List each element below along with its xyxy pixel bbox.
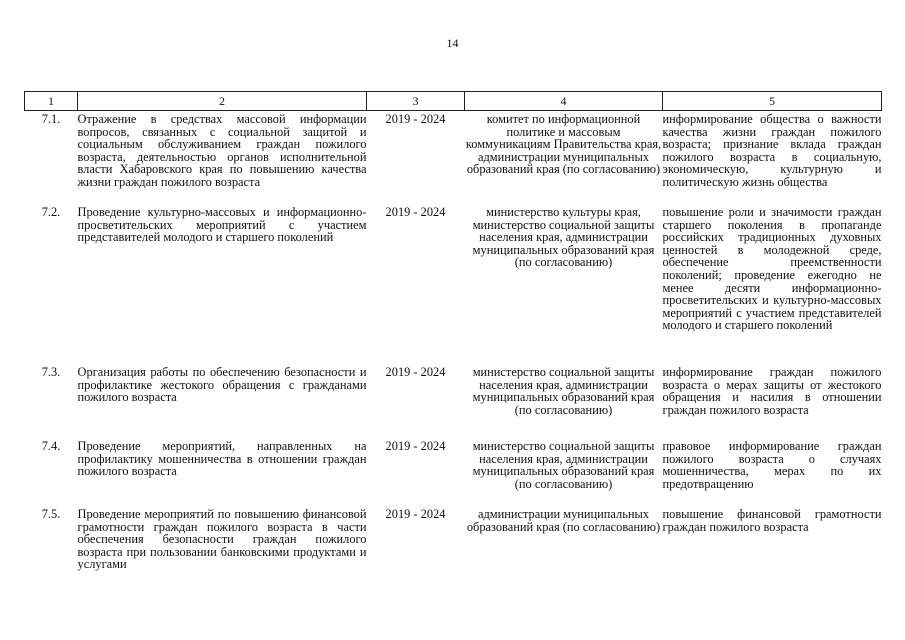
- column-header-number: 1: [25, 92, 78, 111]
- result-cell: информирование общества о важности качества жизни граждан пожилого возраста; признание вклада граждан пожилого возраста в социальную, экономическую, культурную и политическую жизнь общества: [662, 112, 882, 189]
- activity-cell: Проведение мероприятий по повышению финансовой грамотности граждан пожилого возраста в части обеспечения безопасности граждан пожилого возраста при пользовании банковскими продуктами и услугами: [77, 507, 367, 572]
- activity-cell: Проведение мероприятий, направленных на профилактику мошенничества в отношении граждан пожилого возраста: [77, 439, 367, 479]
- result-cell: повышение роли и значимости граждан старшего поколения в пропаганде российских традиционных духовных ценностей в молодежной среде, обеспечение преемственности поколений; проведение ежегодно не менее десяти информационно-просветительских и культурно-массовых мероприятий с участием представителей молодого и старшего поколений: [662, 205, 882, 333]
- activity-cell: Проведение культурно-массовых и информационно-просветительских мероприятий с участием представителей молодого и старшего поколений: [77, 205, 367, 245]
- row-number: 7.3.: [41, 365, 61, 379]
- row-number: 7.1.: [41, 112, 61, 126]
- measures-table: [24, 91, 882, 588]
- executor-cell: администрации муниципальных образований края (по согласованию): [466, 507, 661, 534]
- activity-cell: Организация работы по обеспечению безопасности и профилактике жестокого обращения с гражданами пожилого возраста: [77, 365, 367, 405]
- row-number: 7.5.: [41, 507, 61, 521]
- period-cell: 2019 - 2024: [385, 507, 446, 521]
- result-cell: правовое информирование граждан пожилого возраста о случаях мошенничества, мерах по их предотвращению: [662, 439, 882, 491]
- table-row: [25, 366, 882, 440]
- result-cell: повышение финансовой грамотности граждан пожилого возраста: [662, 507, 882, 534]
- column-header-period: 3: [367, 92, 465, 111]
- column-header-executor: 4: [465, 92, 663, 111]
- executor-cell: министерство социальной защиты населения края, администрации муниципальных образований края (по согласованию): [472, 365, 655, 417]
- result-cell: информирование граждан пожилого возраста о мерах защиты от жестокого обращения и насилия в отношении граждан пожилого возраста: [662, 365, 882, 417]
- activity-cell: Отражение в средствах массовой информации вопросов, связанных с социальной защитой и социальным обслуживанием граждан пожилого возраста, деятельностью органов исполнительной власти Хабаровского края по повышению качества жизни граждан пожилого возраста: [77, 112, 367, 189]
- row-number: 7.2.: [41, 205, 61, 219]
- executor-cell: комитет по информационной политике и массовым коммуникациям Правительства края, администрации муниципальных образований края (по согласованию): [465, 112, 662, 177]
- period-cell: 2019 - 2024: [385, 112, 446, 126]
- table-row: [25, 508, 882, 588]
- executor-cell: министерство культуры края, министерство социальной защиты населения края, администрации муниципальных образований края (по согласованию): [472, 205, 655, 270]
- page-number: 14: [446, 36, 459, 50]
- row-number: 7.4.: [41, 439, 61, 453]
- column-header-activity: 2: [78, 92, 367, 111]
- period-cell: 2019 - 2024: [385, 205, 446, 219]
- table-row: [25, 111, 882, 207]
- period-cell: 2019 - 2024: [385, 439, 446, 453]
- table-header-row: [25, 92, 882, 111]
- table-row: [25, 206, 882, 366]
- table-row: [25, 440, 882, 508]
- column-header-result: 5: [663, 92, 882, 111]
- period-cell: 2019 - 2024: [385, 365, 446, 379]
- executor-cell: министерство социальной защиты населения края, администрации муниципальных образований края (по согласованию): [472, 439, 655, 491]
